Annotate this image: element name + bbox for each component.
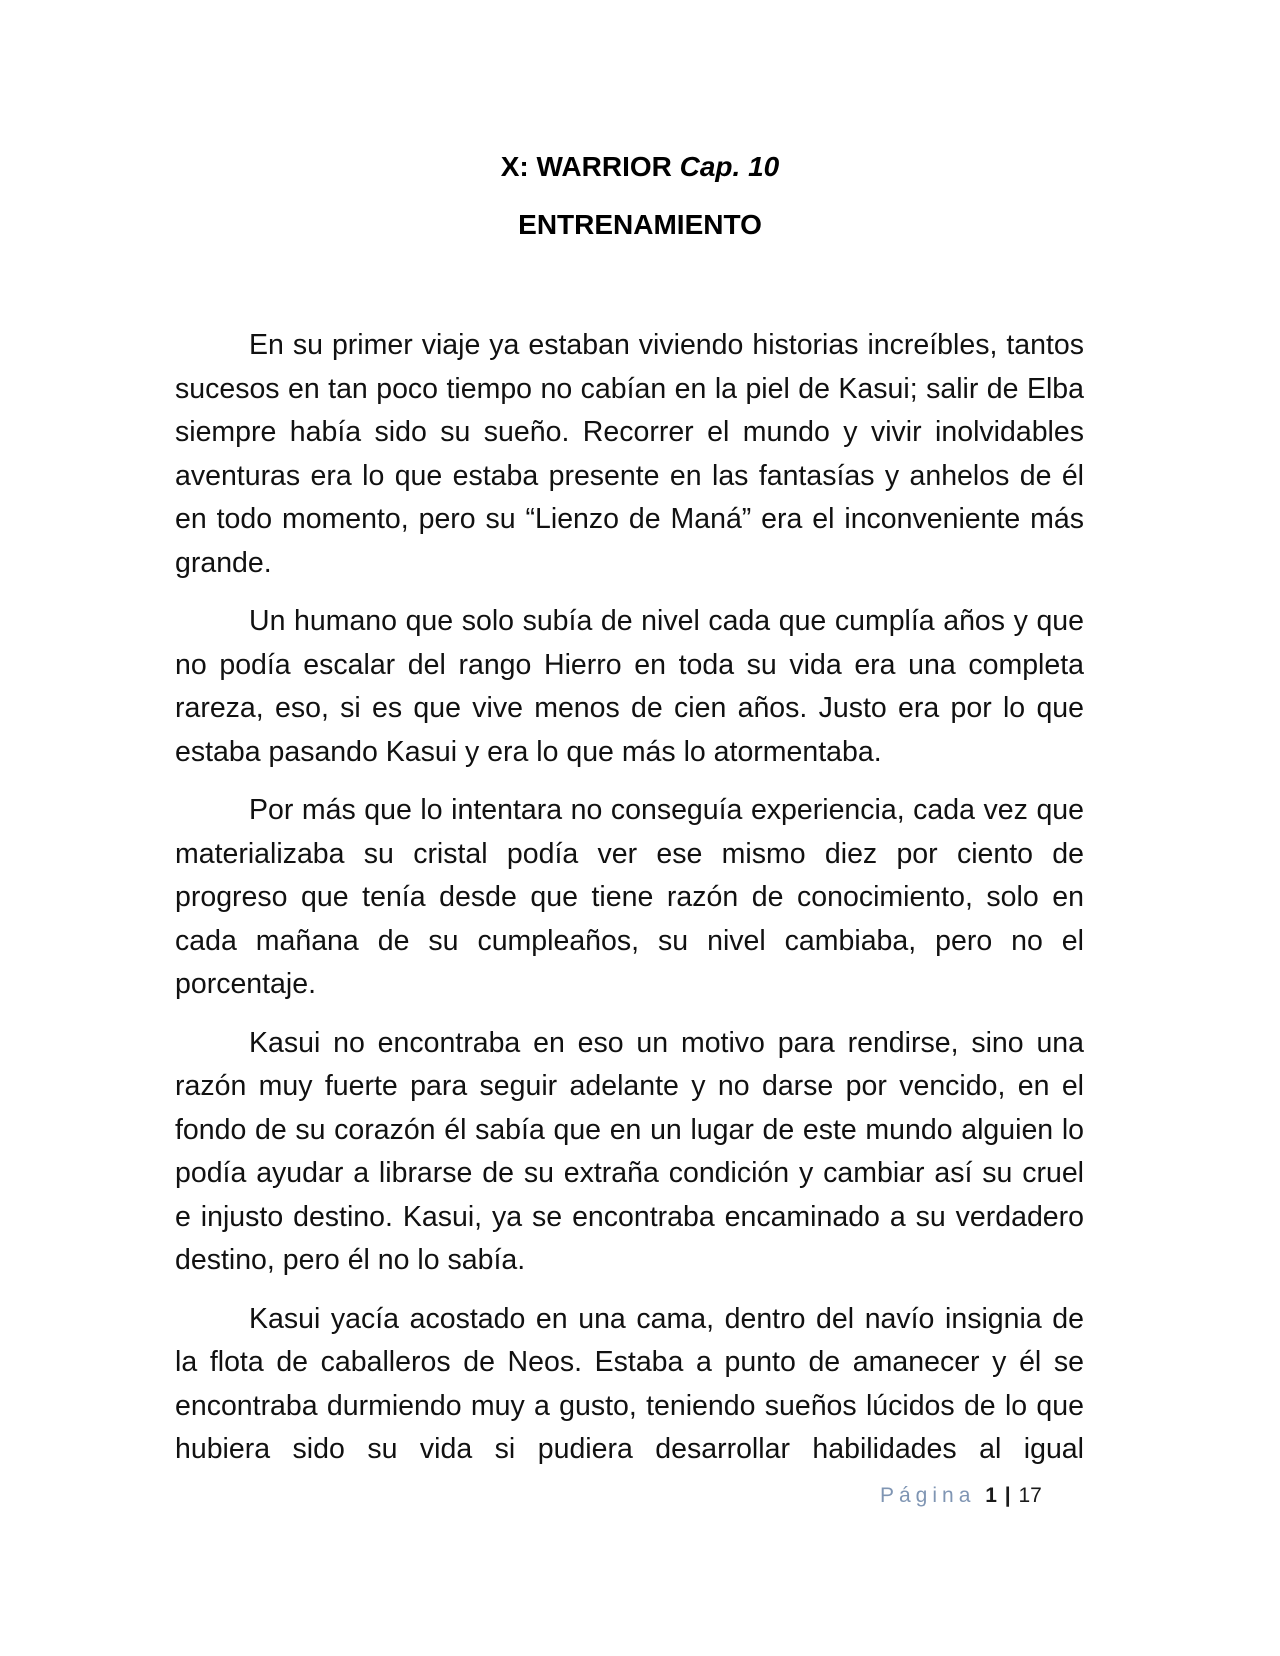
paragraph: Kasui no encontraba en eso un motivo para rendirse, sino una razón muy fuerte para seguir adelante y no darse por vencido, en el fondo de su corazón él sabía que en un lugar de este mundo alguien lo podía ayudar a librarse de su extraña condición y cambiar así su cruel e injusto destino. Kasui, ya se encontraba encaminado a su verdadero destino, pero él no lo sabía. bbox=[175, 1026, 1084, 1276]
paragraph: En su primer viaje ya estaban viviendo historias increíbles, tantos sucesos en tan poco tiempo no cabían en la piel de Kasui; salir de Elba siempre había sido su sueño. Recorrer el mundo y vivir inolvidables aventuras era lo que estaba presente en las fantasías y anhelos de él en todo momento, pero su “Lienzo de Maná” era el inconveniente más grande. bbox=[175, 329, 1084, 579]
chapter-title: ENTRENAMIENTO bbox=[518, 209, 762, 240]
body-text bbox=[175, 324, 1084, 1472]
page-footer bbox=[880, 1483, 1042, 1509]
paragraph: Por más que lo intentara no conseguía experiencia, cada vez que materializaba su cristal podía ver ese mismo diez por ciento de progreso que tenía desde que tiene razón de conocimiento, solo en cada mañana de su cumpleaños, su nivel cambiaba, pero no el porcentaje. bbox=[175, 794, 1084, 1000]
page-separator: | bbox=[1004, 1484, 1011, 1507]
page-number: 1 bbox=[985, 1484, 997, 1507]
book-title bbox=[0, 150, 1280, 184]
book-title-main: X: WARRIOR bbox=[500, 151, 672, 182]
paragraph: Kasui yacía acostado en una cama, dentro del navío insignia de la flota de caballeros de Neos. Estaba a punto de amanecer y él se encontraba durmiendo muy a gusto, teniendo sueños lúcidos de lo que hubiera sido su vida si pudiera desarrollar habilidades al igual bbox=[175, 1302, 1084, 1465]
total-pages: 17 bbox=[1018, 1484, 1042, 1507]
paragraph: Un humano que solo subía de nivel cada que cumplía años y que no podía escalar del rango Hierro en toda su vida era una completa rareza, eso, si es que vive menos de cien años. Justo era por lo que estaba pasando Kasui y era lo que más lo atormentaba. bbox=[175, 605, 1084, 768]
page-label: Página bbox=[880, 1484, 976, 1507]
chapter-number: Cap. 10 bbox=[679, 151, 780, 182]
